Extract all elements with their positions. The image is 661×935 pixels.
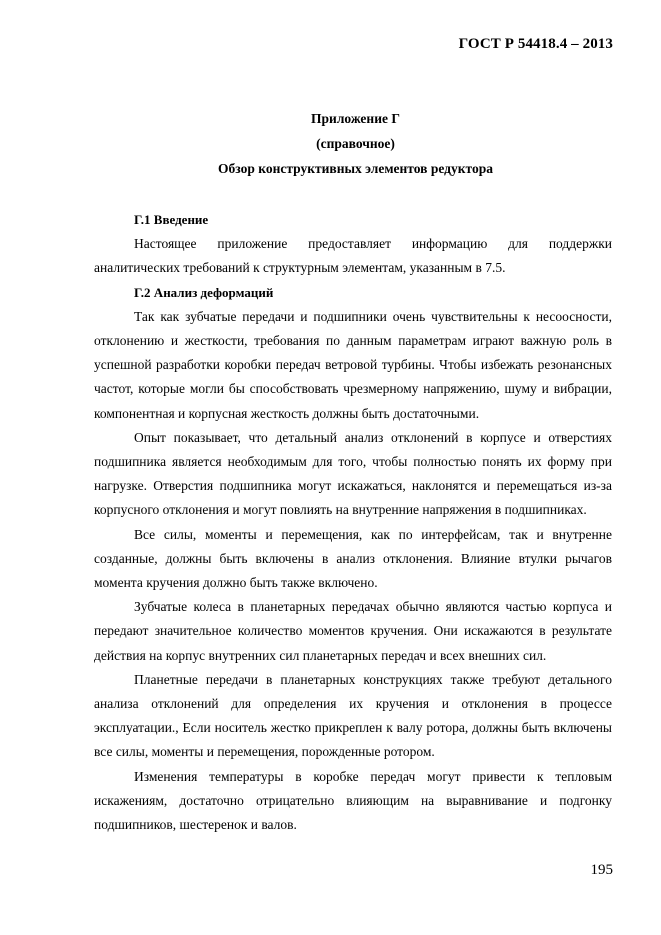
document-body [94,208,612,837]
appendix-name: Обзор конструктивных элементов редуктора [218,161,493,176]
paragraph: Настоящее приложение предоставляет информацию для поддержки аналитических требований к структурным элементам, указанным в 7.5. [94,236,612,276]
paragraph: Зубчатые колеса в планетарных передачах обычно являются частью корпуса и передают значительное количество моментов кручения. Они искажаются в результате действия на корпус внутренних сил планетарных передач и всех внешних сил. [94,599,612,663]
appendix-title: Приложение Г [311,111,400,126]
section-title-intro: Г.1 Введение [134,212,209,227]
page-number: 195 [590,862,613,878]
section-title-deformation: Г.2 Анализ деформаций [134,284,274,300]
paragraph: Планетные передачи в планетарных конструкциях также требуют детального анализа отклонений для определения их кручения и отклонения в процессе эксплуатации., Если носитель жестко прикреплен к валу ротора, должны быть включены все силы, моменты и перемещения, порожденные ротором. [94,671,612,760]
appendix-kind: (справочное) [316,136,395,151]
paragraph: Так как зубчатые передачи и подшипники очень чувствительны к несоосности, отклонению и жесткости, требования по данным параметрам играют важную роль в успешной разработки коробки передач ветровой турбины. Чтобы избежать резонансных частот, которые могли бы способствовать чрезмерному напряжению, шуму и вибрации, компонентная и корпусная жесткость должны быть достаточными. [94,308,612,421]
paragraph: Все силы, моменты и перемещения, как по интерфейсам, так и внутренне созданные, должны быть включены в анализ отклонения. Влияние втулки рычагов момента кручения должно быть также включено. [94,526,612,591]
paragraph: Изменения температуры в коробке передач могут привести к тепловым искажениям, достаточно отрицательно влияющим на выравнивание и подгонку подшипников, шестеренок и валов. [94,768,612,833]
paragraph: Опыт показывает, что детальный анализ отклонений в корпусе и отверстиях подшипника является необходимым для того, чтобы полностью понять их форму при нагрузке. Отверстия подшипника могут искажаться, наклонятся и перемещаться из-за корпусного отклонения и могут повлиять на внутренние напряжения в подшипниках. [94,429,612,518]
document-code: ГОСТ Р 54418.4 – 2013 [458,36,613,52]
